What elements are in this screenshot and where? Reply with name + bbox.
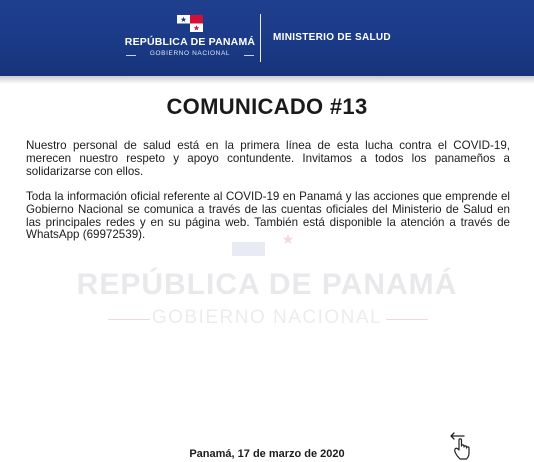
header-gobierno-row xyxy=(120,50,260,60)
header-rule-right xyxy=(244,55,254,56)
watermark-rule-right xyxy=(386,319,428,320)
communique-paragraph-1: Nuestro personal de salud está en la primera línea de esta lucha contra el COVID-19, merecen nuestro respeto y apoyo contundente. Invitamos a todos los panameños a solidarizarse con ellos. xyxy=(26,139,510,178)
header-ministerio-title: MINISTERIO DE SALUD xyxy=(273,32,391,43)
watermark-gobierno-subtitle: GOBIERNO NACIONAL xyxy=(151,307,383,328)
panama-flag-icon xyxy=(177,15,203,32)
header-gobierno-subtitle: GOBIERNO NACIONAL xyxy=(149,50,231,57)
header-shadow xyxy=(0,76,534,84)
header-divider xyxy=(260,14,261,62)
swipe-hand-icon[interactable] xyxy=(448,431,476,462)
header-banner xyxy=(0,0,534,76)
communique-date: Panamá, 17 de marzo de 2020 xyxy=(189,448,345,460)
watermark-subtitle-row xyxy=(0,307,534,331)
header-republic-title: REPÚBLICA DE PANAMÁ xyxy=(124,36,256,48)
communique-title: COMUNICADO #13 xyxy=(166,94,368,119)
communique-paragraph-2: Toda la información oficial referente al COVID-19 en Panamá y las acciones que emprende el Gobierno Nacional se comunica a través de las cuentas oficiales del Ministerio de Salud en las principales redes y en su página web. También está disponible la atención a través de WhatsApp (69972539). xyxy=(26,190,510,242)
watermark-republic-title: REPÚBLICA DE PANAMÁ xyxy=(76,268,458,301)
